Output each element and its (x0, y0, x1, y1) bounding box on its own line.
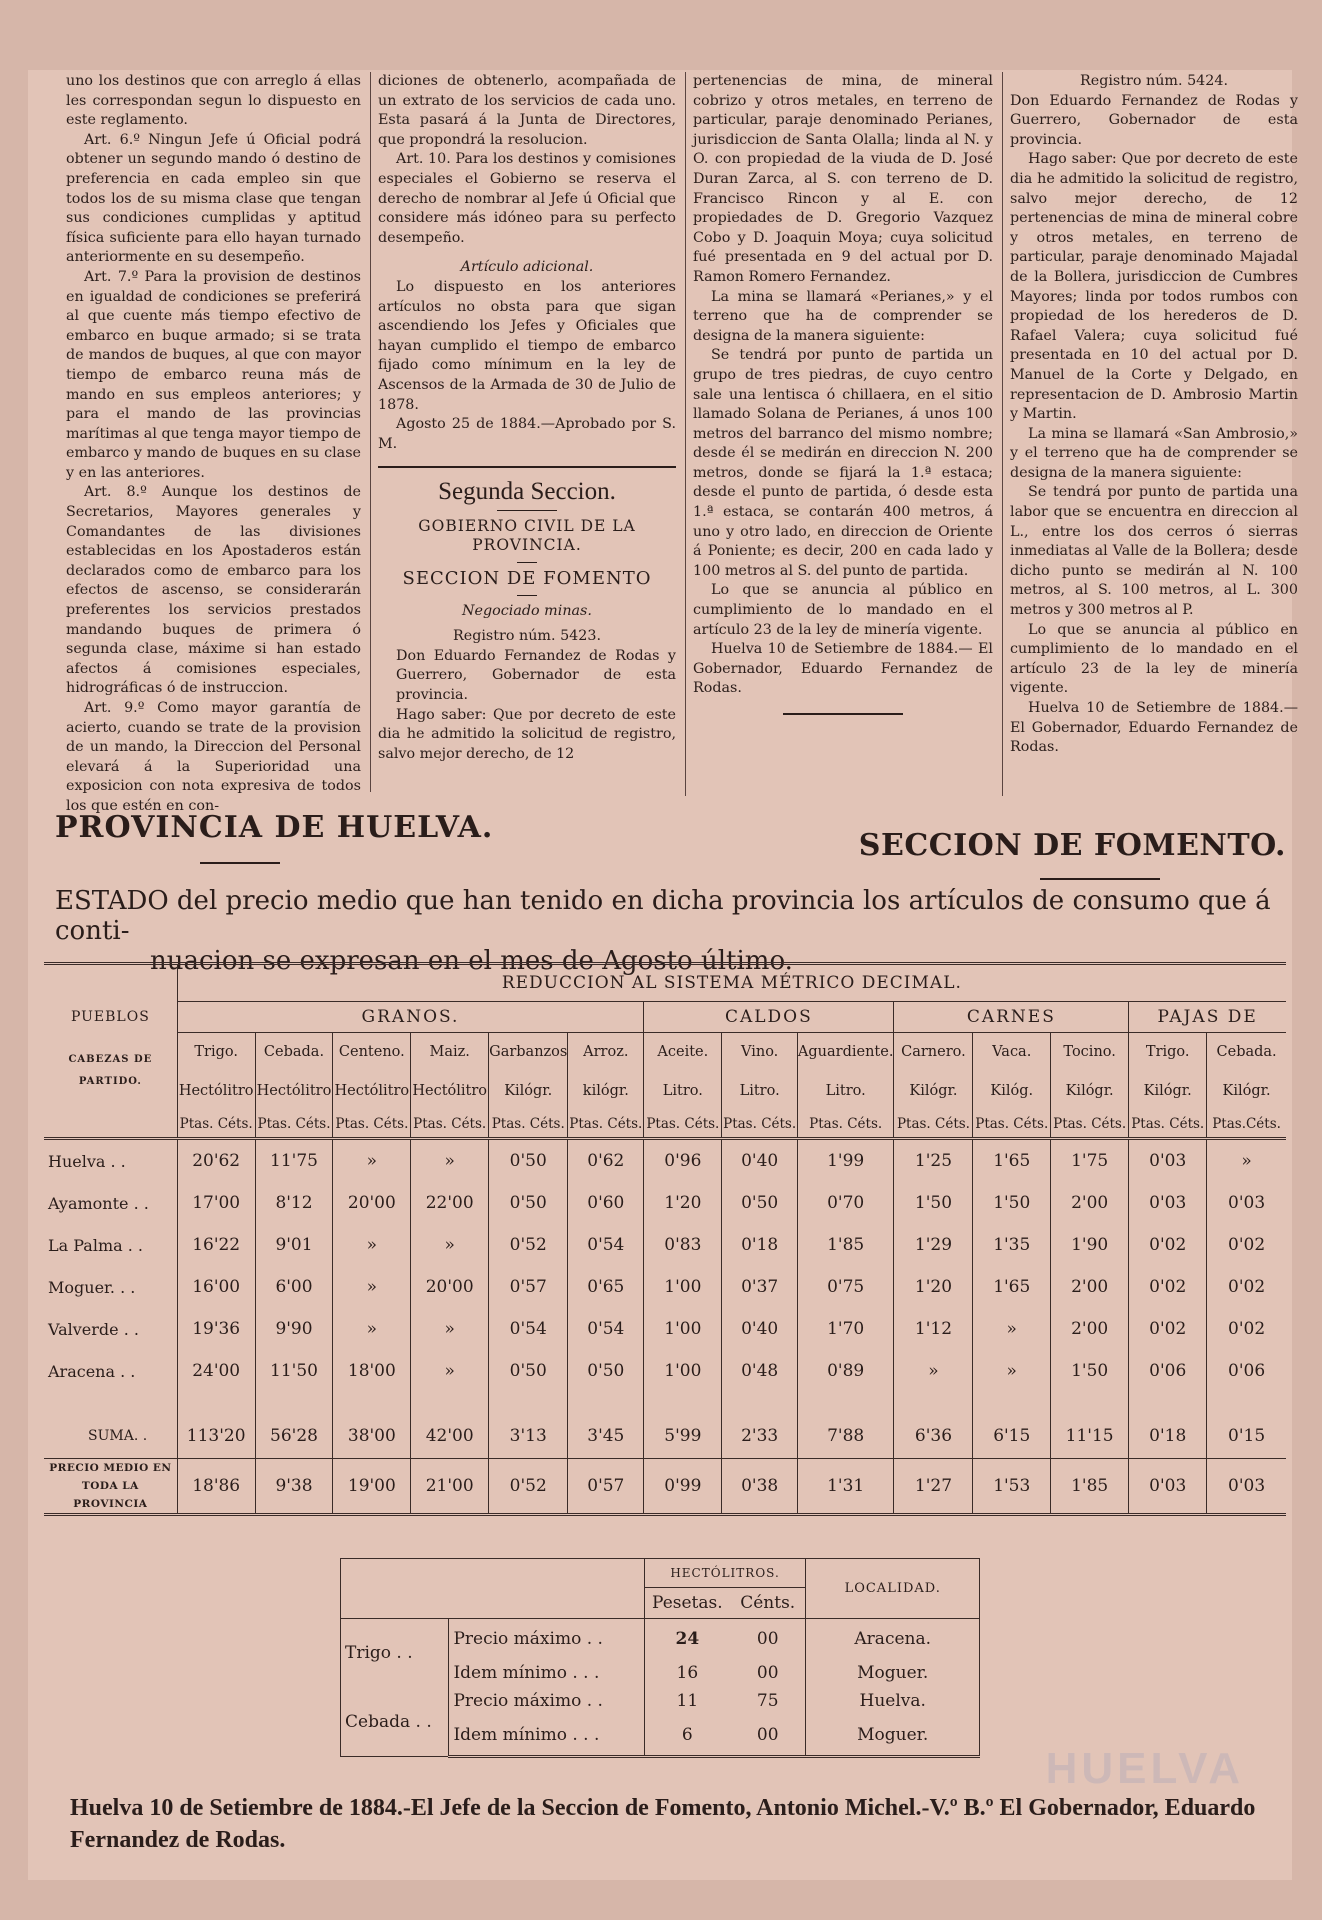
col2-p4: Agosto 25 de 1884.—Aprobado por S. M. (378, 416, 676, 452)
spacer-cell (894, 1392, 973, 1414)
gobierno-heading: GOBIERNO CIVIL DE LA PROVINCIA. (418, 516, 636, 555)
medio-cell: 1'85 (1051, 1459, 1129, 1515)
column-2 (378, 72, 676, 764)
unit-header: Kilóg. (973, 1071, 1051, 1111)
price-cell: 0'48 (722, 1350, 798, 1392)
estado-line-1: ESTADO del precio medio que han tenido en dicha provincia los artículos de consumo que á conti- (55, 886, 1271, 946)
price-cell: 0'70 (797, 1182, 894, 1224)
group-granos: GRANOS. (177, 1002, 644, 1033)
money-header: Ptas. Céts. (644, 1111, 722, 1139)
item-header: Carnero. (894, 1033, 973, 1072)
suma-row (44, 1414, 1286, 1459)
table-row (44, 1182, 1286, 1224)
fomento-heading: SECCION DE FOMENTO (402, 568, 652, 590)
suma-cell: 2'33 (722, 1414, 798, 1459)
item-header: Trigo. (177, 1033, 255, 1072)
medio-cell: 0'38 (722, 1459, 798, 1515)
money-header: Ptas. Céts. (722, 1111, 798, 1139)
table-row (44, 1139, 1286, 1183)
col3-p1: pertenencias de mina, de mineral cobrizo y otros metales, en terreno de particular, paraje denominado Perianes, jurisdiccion de Santa Olalla; linda al N. y O. con propiedad de la viuda de D. José Duran Zarca, al S. con terreno de D. Francisco Rincon y al E. con propiedades de D. Gregorio Vazquez Cobo y D. Joaquin Moya; cuya solicitud fué presentada en 9 del actual por D. Ramon Romero Fernandez. (693, 73, 993, 285)
huelva-watermark: HUELVA (1045, 1744, 1244, 1793)
suma-cell: 6'15 (973, 1414, 1051, 1459)
price-cell: 0'50 (489, 1182, 568, 1224)
medio-cell: 0'03 (1129, 1459, 1207, 1515)
price-cell: 1'00 (644, 1266, 722, 1308)
col3-p4: Lo que se anuncia al público en cumplimiento de lo mandado en el artículo 23 de la ley de minería vigente. (693, 582, 993, 638)
hectolitros-header: HECTÓLITROS. (644, 1559, 806, 1588)
price-cell: 0'50 (489, 1350, 568, 1392)
price-cell: 1'65 (973, 1139, 1051, 1183)
price-cell: 1'29 (894, 1224, 973, 1266)
col1-p3: Art. 7.º Para la provision de destinos en igualdad de condiciones se preferirá al que cuente más tiempo efectivo de embarco en buque armado; si se trata de mandos de buques, al que con mayor tiempo de embarco reuna más de mando en sus empleos anteriores; y para el mando de las provincias marítimas al que tenga mayor tiempo de embarco y mando de buques en su clase y en las anteriores. (66, 268, 361, 481)
price-cell: 0'83 (644, 1224, 722, 1266)
price-cell: » (333, 1139, 411, 1183)
short-rule (517, 595, 537, 596)
pueblo-name: Moguer. . . (48, 1277, 136, 1297)
articulo-adicional: Artículo adicional. (460, 259, 594, 276)
unit-header: Kilógr. (1051, 1071, 1129, 1111)
spacer-cell (722, 1392, 798, 1414)
item-header: Garbanzos (489, 1033, 568, 1072)
price-cell: 2'00 (1051, 1266, 1129, 1308)
price-cell: » (411, 1224, 489, 1266)
col1-p5: Art. 9.º Como mayor garantía de acierto, cuando se trate de la provision de un mando, la Direccion del Personal elevará á la Superioridad una exposicion con nota expresiva de todos los que estén en con- (66, 700, 361, 814)
unit-header: Hectólitro (255, 1071, 333, 1111)
item-header: Arroz. (568, 1033, 644, 1072)
price-cell: 0'06 (1207, 1350, 1286, 1392)
money-header: Ptas. Céts. (1129, 1111, 1207, 1139)
suma-cell: 0'18 (1129, 1414, 1207, 1459)
localidad-header: LOCALIDAD. (806, 1559, 980, 1619)
money-header: Ptas. Céts. (489, 1111, 568, 1139)
price-cell: 16'22 (177, 1224, 255, 1266)
row-localidad: Moguer. (806, 1715, 980, 1757)
suma-cell: 7'88 (797, 1414, 894, 1459)
price-cell: 1'00 (644, 1308, 722, 1350)
item-header: Vino. (722, 1033, 798, 1072)
price-cell: 0'89 (797, 1350, 894, 1392)
suma-cell: 38'00 (333, 1414, 411, 1459)
price-cell: 0'96 (644, 1139, 722, 1183)
pueblos-header (44, 964, 177, 1139)
cents-header: Cénts. (730, 1588, 806, 1619)
price-cell: » (411, 1308, 489, 1350)
row-pesetas: 11 (644, 1687, 730, 1715)
spacer-cell (797, 1392, 894, 1414)
money-header: Ptas.Céts. (1207, 1111, 1286, 1139)
short-rule (497, 510, 557, 511)
price-cell: 8'12 (255, 1182, 333, 1224)
pueblo-name: Huelva . . (48, 1151, 126, 1171)
pueblo-name: Aracena . . (48, 1361, 136, 1381)
column-3 (693, 72, 993, 715)
spacer-cell (1207, 1392, 1286, 1414)
price-cell: 0'02 (1129, 1266, 1207, 1308)
end-rule (783, 713, 903, 715)
price-cell: » (411, 1139, 489, 1183)
price-cell: 1'00 (644, 1350, 722, 1392)
column-divider (370, 72, 371, 792)
ornament-rule (1040, 878, 1160, 880)
item-header: Vaca. (973, 1033, 1051, 1072)
price-cell: 20'00 (411, 1266, 489, 1308)
spacer-cell (411, 1392, 489, 1414)
row-localidad: Moguer. (806, 1659, 980, 1687)
col2-p2: Art. 10. Para los destinos y comisiones especiales el Gobierno se reserva el derecho de nombrar al Jefe ú Oficial que considere más idóneo para su perfecto desempeño. (378, 151, 676, 246)
col4-p6: Huelva 10 de Setiembre de 1884.— El Gobernador, Eduardo Fernandez de Rodas. (1010, 700, 1298, 756)
short-rule (517, 562, 537, 563)
money-header: Ptas. Céts. (1051, 1111, 1129, 1139)
price-cell: 1'50 (894, 1182, 973, 1224)
estado-line-2: nuacion se expresan en el mes de Agosto último. (150, 946, 793, 976)
money-header: Ptas. Céts. (411, 1111, 489, 1139)
row-cents: 00 (756, 1663, 779, 1683)
unit-header: Kilógr. (894, 1071, 973, 1111)
suma-cell: 5'99 (644, 1414, 722, 1459)
price-cell: 0'54 (489, 1308, 568, 1350)
row-label: Idem mínimo . . . (449, 1715, 644, 1757)
unit-header: Litro. (722, 1071, 798, 1111)
row-localidad: Huelva. (806, 1687, 980, 1715)
price-cell: 1'35 (973, 1224, 1051, 1266)
price-cell: 0'06 (1129, 1350, 1207, 1392)
price-cell: 0'03 (1207, 1182, 1286, 1224)
col1-p2: Art. 6.º Ningun Jefe ú Oficial podrá obtener un segundo mando ó destino de preferencia en cada empleo sin que todos los de su misma clase que tengan sus condiciones cumplidas y aptitud física suficiente para ello hayan turnado anteriormente en su desempeño. (66, 131, 361, 266)
col2-p6: Hago saber: Que por decreto de este dia he admitido la solicitud de registro, salvo mejor derecho, de 12 (378, 706, 676, 762)
suma-cell: 42'00 (411, 1414, 489, 1459)
suma-label: SUMA. . (44, 1414, 177, 1459)
table-row (44, 1350, 1286, 1392)
medio-cell: 1'53 (973, 1459, 1051, 1515)
seccion-fomento-title: SECCION DE FOMENTO. (858, 828, 1286, 863)
medio-cell: 18'86 (177, 1459, 255, 1515)
price-cell: 1'90 (1051, 1224, 1129, 1266)
row-cents: 00 (756, 1629, 779, 1649)
item-header: Trigo. (1129, 1033, 1207, 1072)
price-cell: » (333, 1266, 411, 1308)
spacer-cell (489, 1392, 568, 1414)
price-cell: 0'54 (568, 1308, 644, 1350)
medio-cell: 1'31 (797, 1459, 894, 1515)
suma-cell: 0'15 (1207, 1414, 1286, 1459)
row-cents: 75 (756, 1691, 779, 1711)
price-cell: 22'00 (411, 1182, 489, 1224)
price-cell: 0'57 (489, 1266, 568, 1308)
registro-5423: Registro núm. 5423. (452, 628, 601, 645)
spacer-cell (44, 1392, 177, 1414)
col1-p1: uno los destinos que con arreglo á ellas les correspondan segun lo dispuesto en este reglamento. (66, 73, 361, 129)
group-caldos: CALDOS (644, 1002, 894, 1033)
unit-header: Kilógr. (1207, 1071, 1286, 1111)
price-cell: 0'50 (722, 1182, 798, 1224)
pueblo-name: Ayamonte . . (48, 1193, 149, 1213)
table-row (44, 1266, 1286, 1308)
row-pesetas: 24 (644, 1619, 730, 1660)
price-cell: 6'00 (255, 1266, 333, 1308)
item-header: Centeno. (333, 1033, 411, 1072)
price-cell: 0'02 (1207, 1224, 1286, 1266)
price-cell: 17'00 (177, 1182, 255, 1224)
price-cell: 1'50 (1051, 1350, 1129, 1392)
spacer-cell (177, 1392, 255, 1414)
price-cell: 0'02 (1207, 1266, 1286, 1308)
segunda-seccion-heading: Segunda Seccion. (438, 478, 616, 506)
price-cell: 0'65 (568, 1266, 644, 1308)
price-cell: 1'99 (797, 1139, 894, 1183)
money-header: Ptas. Céts. (973, 1111, 1051, 1139)
suma-cell: 11'15 (1051, 1414, 1129, 1459)
price-cell: 1'50 (973, 1182, 1051, 1224)
item-header: Tocino. (1051, 1033, 1129, 1072)
suma-cell: 3'45 (568, 1414, 644, 1459)
medio-cell: 0'52 (489, 1459, 568, 1515)
spacer-cell (568, 1392, 644, 1414)
item-header: Aceite. (644, 1033, 722, 1072)
money-header: Ptas. Céts. (255, 1111, 333, 1139)
col4-p1: Don Eduardo Fernandez de Rodas y Guerrero, Gobernador de esta provincia. (1010, 92, 1298, 148)
unit-header: Litro. (797, 1071, 894, 1111)
price-cell: 11'50 (255, 1350, 333, 1392)
price-cell: 9'01 (255, 1224, 333, 1266)
price-cell: 0'02 (1129, 1308, 1207, 1350)
medio-label-1: PRECIO MEDIO EN (49, 1462, 172, 1474)
price-cell: » (973, 1308, 1051, 1350)
unit-header: kilógr. (568, 1071, 644, 1111)
money-header: Ptas. Céts. (568, 1111, 644, 1139)
medio-cell: 0'03 (1207, 1459, 1286, 1515)
row-pesetas: 16 (644, 1659, 730, 1687)
row-pesetas: 6 (644, 1715, 730, 1757)
price-cell: 20'62 (177, 1139, 255, 1183)
row-label: Precio máximo . . (449, 1687, 644, 1715)
suma-cell: 113'20 (177, 1414, 255, 1459)
medio-label (44, 1459, 177, 1515)
price-cell: 0'40 (722, 1308, 798, 1350)
pueblo-name: Valverde . . (48, 1319, 139, 1339)
price-cell: 1'25 (894, 1139, 973, 1183)
medio-cell: 21'00 (411, 1459, 489, 1515)
item-header: Cebada. (1207, 1033, 1286, 1072)
trigo-label: Trigo . . (341, 1619, 449, 1688)
price-cell: 1'85 (797, 1224, 894, 1266)
price-cell: 1'75 (1051, 1139, 1129, 1183)
medio-cell: 0'57 (568, 1459, 644, 1515)
price-cell: 2'00 (1051, 1308, 1129, 1350)
suma-cell: 3'13 (489, 1414, 568, 1459)
row-cents: 00 (730, 1715, 806, 1757)
section-rule (378, 466, 676, 468)
medio-cell: 1'27 (894, 1459, 973, 1515)
price-cell: 0'60 (568, 1182, 644, 1224)
price-cell: 0'03 (1129, 1182, 1207, 1224)
price-cell: 1'20 (644, 1182, 722, 1224)
column-divider (1002, 72, 1003, 796)
price-cell: 18'00 (333, 1350, 411, 1392)
provincia-title: PROVINCIA DE HUELVA. (55, 810, 494, 845)
price-cell: 0'37 (722, 1266, 798, 1308)
cabezas-label: CABEZAS DE PARTIDO. (68, 1054, 153, 1087)
price-cell: 11'75 (255, 1139, 333, 1183)
col4-p2: Hago saber: Que por decreto de este dia he admitido la solicitud de registro, salvo mejor derecho, de 12 pertenencias de mina de mineral cobre y otros metales, en terreno de particular, paraje denominado Majadal de la Bollera, jurisdiccion de Cumbres Mayores; linda por todos rumbos con propiedad de los herederos de D. Rafael Valera; cuya solicitud fué presentada en 10 del actual por D. Manuel de la Corte y Delgado, en representacion de D. Ambrosio Martin y Martin. (1010, 151, 1298, 423)
suma-cell: 6'36 (894, 1414, 973, 1459)
negociado-minas: Negociado minas. (462, 602, 592, 619)
medio-cell: 19'00 (333, 1459, 411, 1515)
col4-p5: Lo que se anuncia al público en cumplimiento de lo mandado en el artículo 23 de la ley de minería vigente. (1010, 621, 1298, 697)
cebada-label: Cebada . . (341, 1687, 449, 1757)
row-label: Idem mínimo . . . (449, 1659, 644, 1687)
unit-header: Litro. (644, 1071, 722, 1111)
col2-p1: diciones de obtenerlo, acompañada de un extrato de los servicios de cada uno. Esta pasará á la Junta de Directores, que propondrá la resolucion. (378, 73, 676, 148)
price-cell: 1'70 (797, 1308, 894, 1350)
unit-header: Kilógr. (1129, 1071, 1207, 1111)
table-row (44, 1308, 1286, 1350)
medio-row (44, 1459, 1286, 1515)
spacer-cell (1051, 1392, 1129, 1414)
price-cell: 0'62 (568, 1139, 644, 1183)
spacer-cell (333, 1392, 411, 1414)
group-carnes: CARNES (894, 1002, 1129, 1033)
price-cell: 0'03 (1129, 1139, 1207, 1183)
col3-p5: Huelva 10 de Setiembre de 1884.— El Gobernador, Eduardo Fernandez de Rodas. (693, 641, 993, 697)
column-4 (1010, 72, 1298, 758)
money-header: Ptas. Céts. (797, 1111, 894, 1139)
text-columns (48, 72, 1298, 814)
group-pajas: PAJAS DE (1129, 1002, 1286, 1033)
price-cell: » (973, 1350, 1051, 1392)
price-cell: » (333, 1308, 411, 1350)
price-cell: 0'54 (568, 1224, 644, 1266)
medio-cell: 0'99 (644, 1459, 722, 1515)
price-cell: 0'40 (722, 1139, 798, 1183)
ornament-rule (200, 862, 280, 864)
medio-label-2: TODA LA PROVINCIA (73, 1480, 148, 1510)
price-cell: 0'52 (489, 1224, 568, 1266)
table-row-spacer (44, 1392, 1286, 1414)
pueblos-label: PUEBLOS (70, 1009, 150, 1025)
price-cell: 0'50 (568, 1350, 644, 1392)
price-cell: 20'00 (333, 1182, 411, 1224)
unit-header: Hectólitro (411, 1071, 489, 1111)
price-cell: » (894, 1350, 973, 1392)
price-table (44, 962, 1286, 1516)
price-cell: 0'02 (1129, 1224, 1207, 1266)
price-cell: 0'75 (797, 1266, 894, 1308)
table-row (44, 1224, 1286, 1266)
spacer-cell (1129, 1392, 1207, 1414)
col2-p3: Lo dispuesto en los anteriores artículos no obsta para que sigan ascendiendo los Jefes y Oficiales que hayan cumplido el tiempo de embarco fijado como mínimum en la ley de Ascensos de la Armada de 30 de Julio de 1878. (378, 278, 676, 413)
spacer-cell (973, 1392, 1051, 1414)
column-divider (685, 72, 686, 796)
col4-p4: Se tendrá por punto de partida una labor que se encuentra en direccion al L., entre los dos cerros ó sierras inmediatas al Valle de la Bollera; desde dicho punto se medirán al N. 100 metros, al S. 100 metros, al L. 300 metros y 300 metros al P. (1010, 484, 1298, 619)
item-header: Aguardiente. (797, 1033, 894, 1072)
col4-p3: La mina se llamará «San Ambrosio,» y el terreno que ha de comprender se designa de la manera siguiente: (1010, 425, 1298, 481)
money-header: Ptas. Céts. (894, 1111, 973, 1139)
footer-signature: Huelva 10 de Setiembre de 1884.-El Jefe de la Seccion de Fomento, Antonio Michel.-V.º B.º El Gobernador, Eduardo Fernandez de Rodas. (70, 1795, 1256, 1853)
pueblo-name: La Palma . . (48, 1235, 144, 1255)
price-cell: 1'65 (973, 1266, 1051, 1308)
price-cell: » (333, 1224, 411, 1266)
row-localidad: Aracena. (806, 1619, 980, 1660)
price-cell: » (1207, 1139, 1286, 1183)
col3-p2: La mina se llamará «Perianes,» y el terreno que ha de comprender se designa de la manera siguiente: (693, 288, 993, 344)
suma-cell: 56'28 (255, 1414, 333, 1459)
price-cell: 0'18 (722, 1224, 798, 1266)
item-header: Maiz. (411, 1033, 489, 1072)
price-cell: 1'12 (894, 1308, 973, 1350)
price-cell: 1'20 (894, 1266, 973, 1308)
spacer-cell (255, 1392, 333, 1414)
row-label: Precio máximo . . (449, 1619, 644, 1660)
money-header: Ptas. Céts. (177, 1111, 255, 1139)
price-cell: 16'00 (177, 1266, 255, 1308)
price-cell: 9'90 (255, 1308, 333, 1350)
spacer-cell (644, 1392, 722, 1414)
col1-p4: Art. 8.º Aunque los destinos de Secretarios, Mayores generales y Comandantes de las divisiones establecidas en los Apostaderos están declarados como de embarco para los efectos de ascenso, se considerarán preferentes los servicios prestados mandando buques de primera ó segunda clase, máxime si han estado afectos á comisiones especiales, hidrográficas ó de instruccion. (66, 484, 361, 697)
unit-header: Kilógr. (489, 1071, 568, 1111)
price-cell: 0'50 (489, 1139, 568, 1183)
pesetas-header: Pesetas. (644, 1588, 730, 1619)
medio-cell: 9'38 (255, 1459, 333, 1515)
item-header: Cebada. (255, 1033, 333, 1072)
unit-header: Hectólitro (333, 1071, 411, 1111)
price-cell: 2'00 (1051, 1182, 1129, 1224)
reduccion-header: REDUCCION AL SISTEMA MÉTRICO DECIMAL. (177, 964, 1286, 1002)
price-cell: » (411, 1350, 489, 1392)
col3-p3: Se tendrá por punto de partida un grupo de tres piedras, de cuyo centro sale una lentisca ó chillaera, en el sitio llamado Solana de Perianes, á unos 100 metros del barranco del mismo nombre; desde él se medirán en direccion N. 200 metros, donde se fijará la 1.ª estaca; desde el punto de partida, ó desde esta 1.ª estaca, se contarán 400 metros, á uno y otro lado, en direccion de Oriente á Poniente; es decir, 200 en cada lado y 100 metros al S. del punto de partida. (693, 347, 993, 579)
col2-p5: Don Eduardo Fernandez de Rodas y Guerrero, Gobernador de esta provincia. (396, 647, 676, 704)
money-header: Ptas. Céts. (333, 1111, 411, 1139)
summary-table (340, 1558, 980, 1758)
price-cell: 24'00 (177, 1350, 255, 1392)
unit-header: Hectólitro (177, 1071, 255, 1111)
price-cell: 19'36 (177, 1308, 255, 1350)
price-cell: 0'02 (1207, 1308, 1286, 1350)
registro-5424: Registro núm. 5424. (1079, 73, 1228, 89)
column-1 (66, 72, 361, 817)
